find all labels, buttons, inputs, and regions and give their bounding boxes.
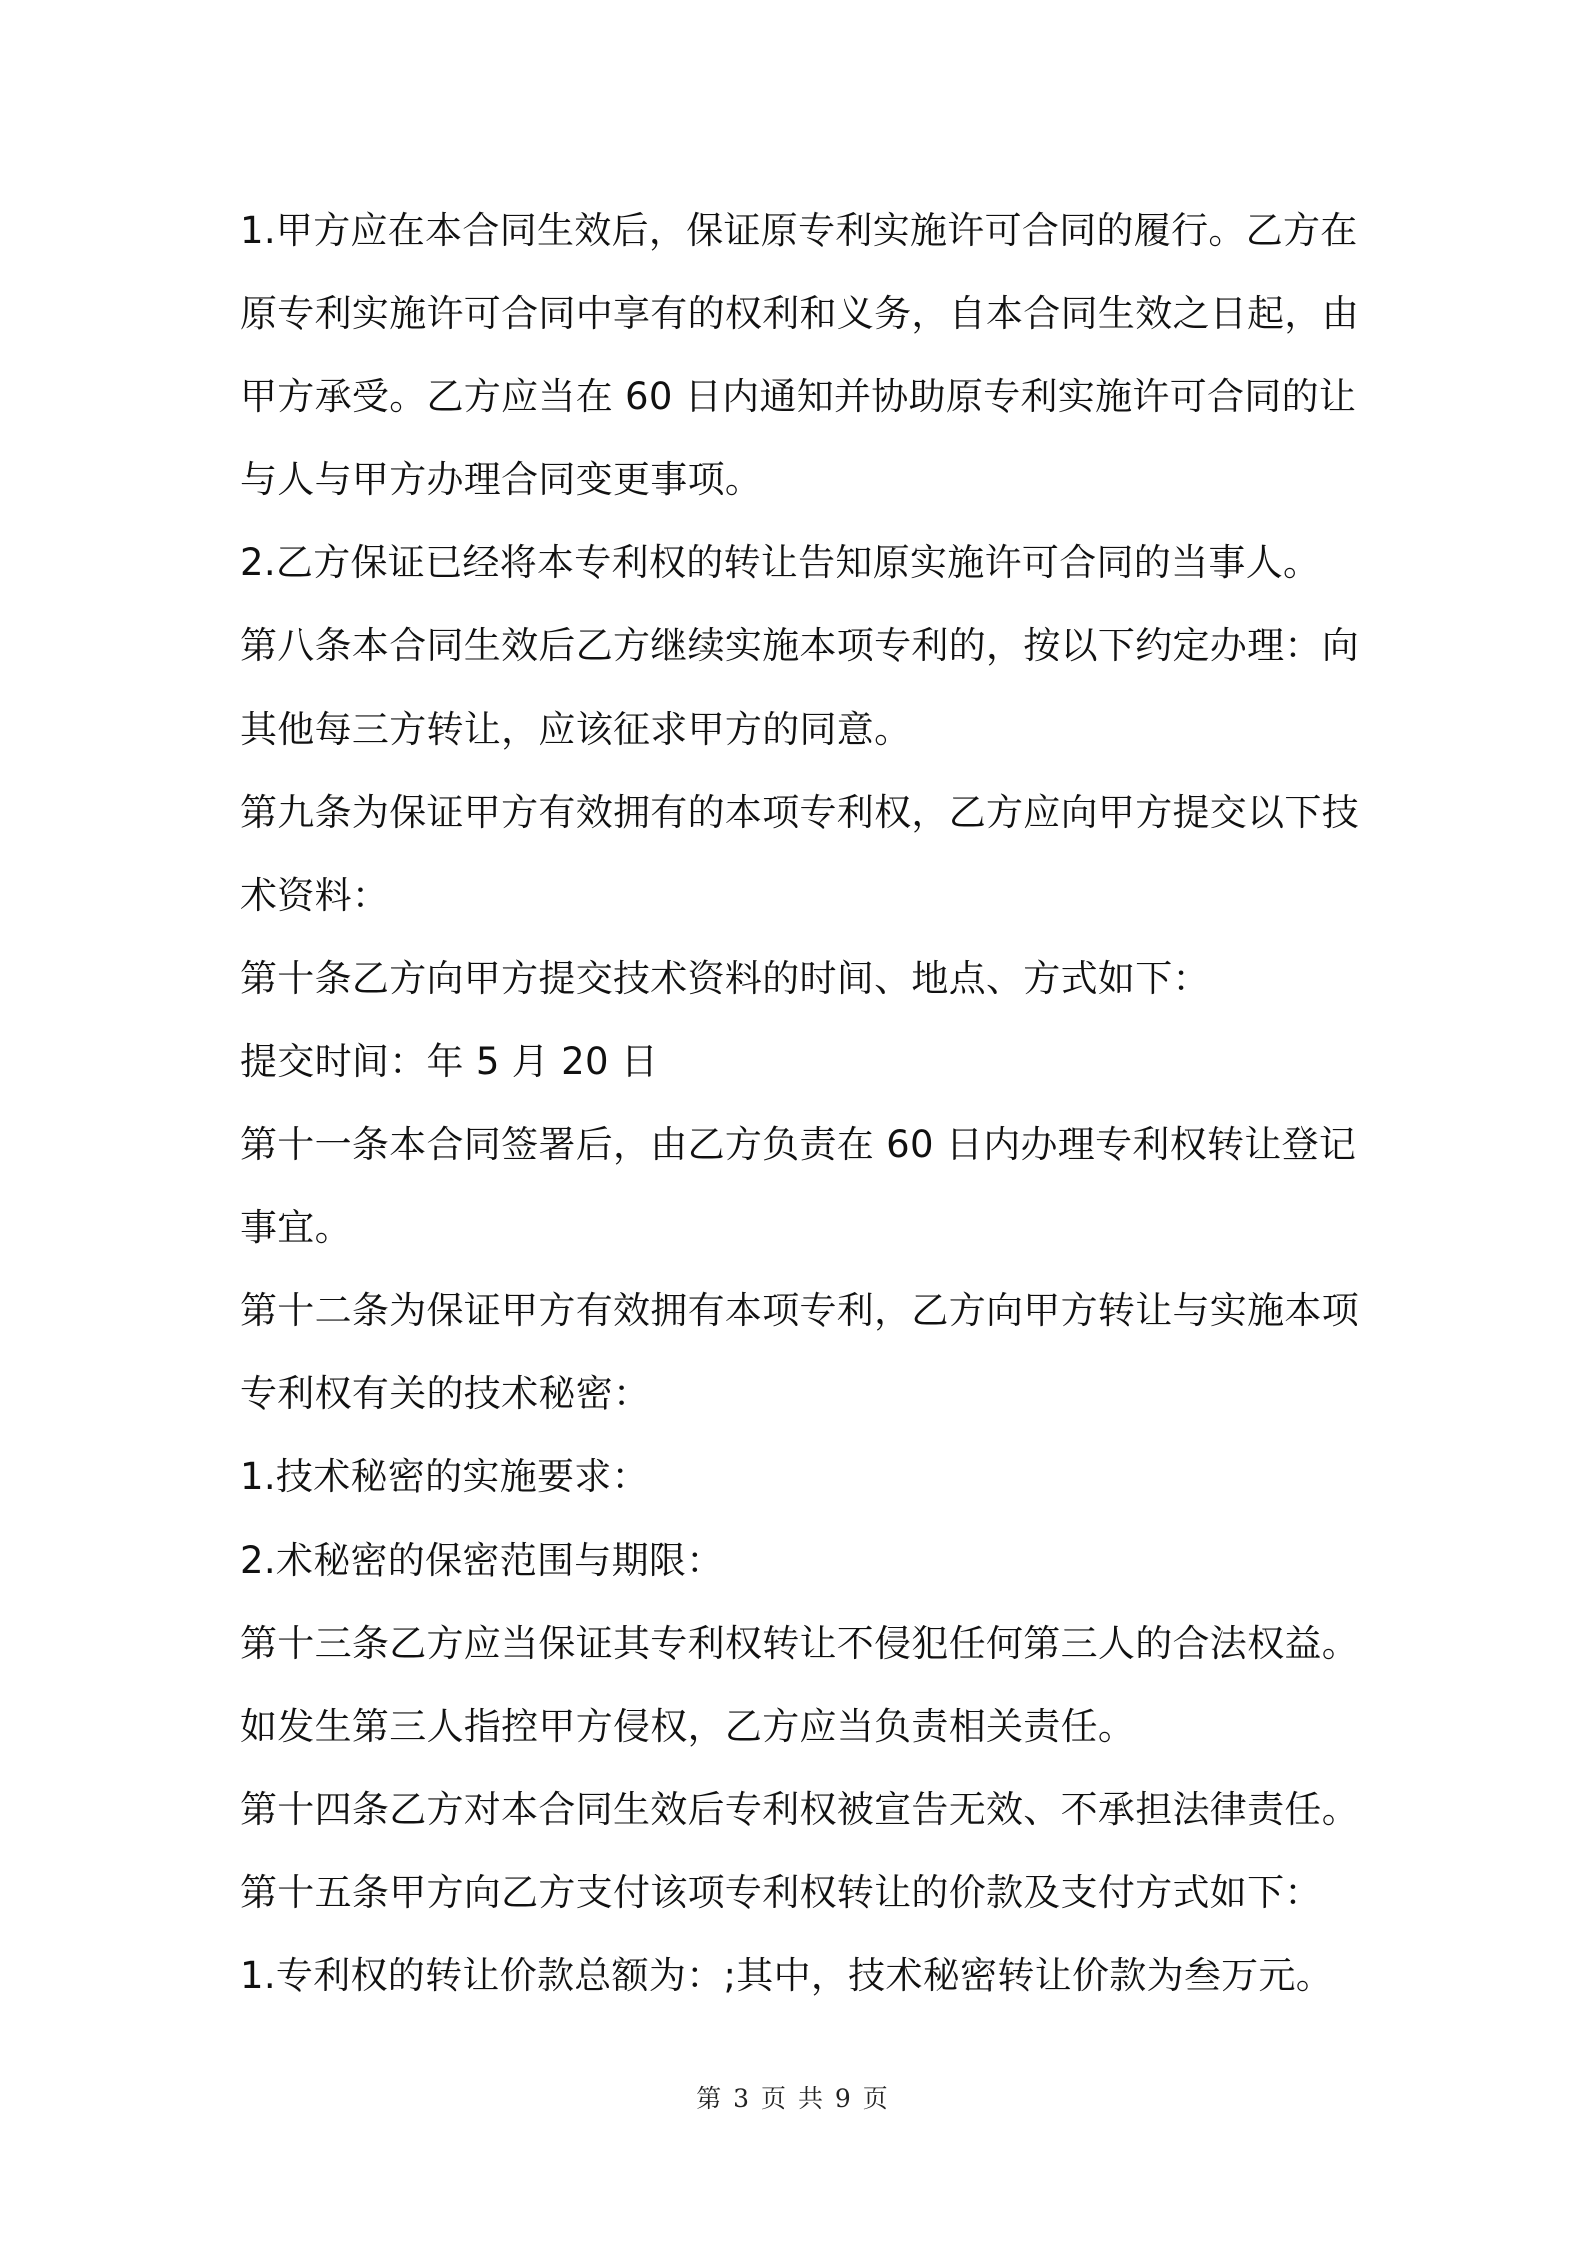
text-line: 与人与甲方办理合同变更事项。 — [240, 458, 763, 502]
text-line: 2.术秘密的保密范围与期限： — [240, 1538, 724, 1582]
text-line: 如发生第三人指控甲方侵权，乙方应当负责相关责任。 — [240, 1704, 1136, 1748]
text-line: 甲方承受。乙方应当在 60 日内通知并协助原专利实施许可合同的让 — [240, 375, 1357, 419]
text-line: 第九条为保证甲方有效拥有的本项专利权，乙方应向甲方提交以下技 — [240, 790, 1359, 834]
page-number-footer: 第 3 页 共 9 页 — [696, 2084, 890, 2113]
text-line: 1.专利权的转让价款总额为：;其中，技术秘密转让价款为叁万元。 — [240, 1953, 1334, 1997]
text-line: 2.乙方保证已经将本专利权的转让告知原实施许可合同的当事人。 — [240, 541, 1321, 585]
text-line: 1.技术秘密的实施要求： — [240, 1455, 649, 1499]
text-line: 术资料： — [240, 873, 390, 917]
text-line: 提交时间：年 5 月 20 日 — [240, 1039, 659, 1083]
contract-body — [240, 189, 1360, 2017]
text-line: 第十五条甲方向乙方支付该项专利权转让的价款及支付方式如下： — [240, 1870, 1322, 1914]
text-line: 事宜。 — [240, 1206, 352, 1250]
text-line: 第十四条乙方对本合同生效后专利权被宣告无效、不承担法律责任。 — [240, 1787, 1359, 1831]
text-line: 第十三条乙方应当保证其专利权转让不侵犯任何第三人的合法权益。 — [240, 1621, 1359, 1665]
text-line: 专利权有关的技术秘密： — [240, 1372, 651, 1416]
text-line: 第十二条为保证甲方有效拥有本项专利，乙方向甲方转让与实施本项 — [240, 1289, 1359, 1333]
text-line: 第八条本合同生效后乙方继续实施本项专利的，按以下约定办理：向 — [240, 624, 1359, 668]
text-line: 其他每三方转让，应该征求甲方的同意。 — [240, 707, 912, 751]
text-line: 第十条乙方向甲方提交技术资料的时间、地点、方式如下： — [240, 956, 1210, 1000]
text-line: 1.甲方应在本合同生效后，保证原专利实施许可合同的履行。乙方在 — [240, 209, 1358, 252]
text-line: 第十一条本合同签署后，由乙方负责在 60 日内办理专利权转让登记 — [240, 1123, 1357, 1167]
text-line: 原专利实施许可合同中享有的权利和义务，自本合同生效之日起，由 — [240, 292, 1359, 336]
